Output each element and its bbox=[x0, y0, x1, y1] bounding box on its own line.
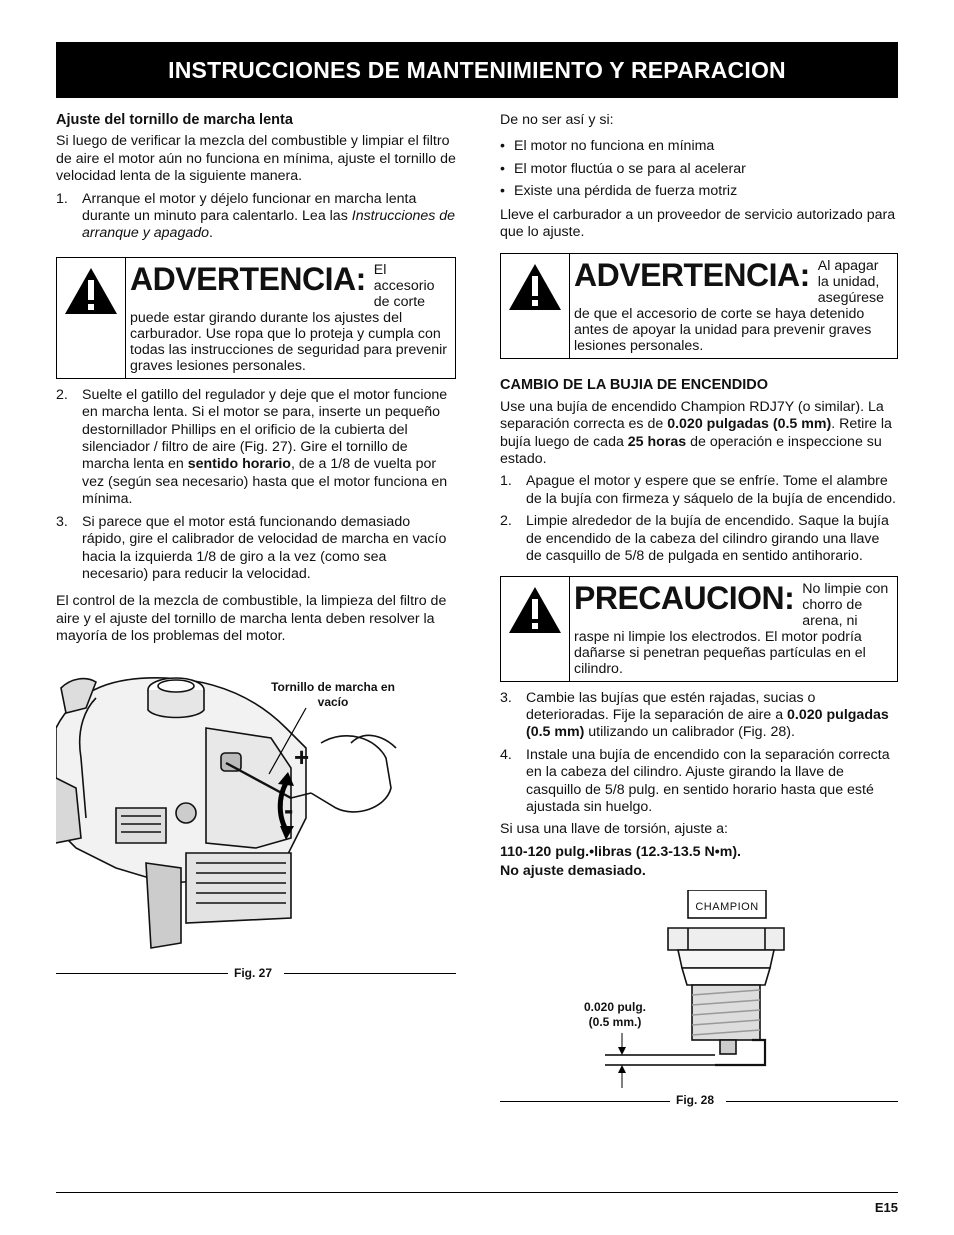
page-number: E15 bbox=[874, 1200, 898, 1215]
section-header bbox=[56, 42, 898, 98]
manual-reference: Instrucciones de arranque y apagado bbox=[82, 208, 456, 242]
idle-screw-label: Tornillo de marcha en vacío bbox=[271, 680, 395, 709]
footer-rule bbox=[56, 1192, 898, 1193]
right-column bbox=[500, 112, 898, 886]
fig27-rule-left bbox=[56, 973, 228, 974]
warning-text: El accesorio de corte puede estar girando durante los ajustes del carburador. Use ropa que lo proteja y cumpla con todas las instrucciones de seguridad para prevenir graves lesiones personales. bbox=[130, 261, 448, 374]
fig28-rule-right bbox=[726, 1101, 898, 1102]
minus-sign: - bbox=[284, 794, 294, 825]
engine-drawing bbox=[56, 668, 456, 958]
idle-adjust-heading: Ajuste del tornillo de marcha lenta bbox=[56, 112, 293, 128]
warning-box-cutting bbox=[56, 257, 456, 379]
spark-step-1: 1. Apague el motor y espere que se enfríe. Tome el alambre de la bujía con firmeza y sáquelo de la bujía de encendido. bbox=[500, 473, 896, 507]
conditions-intro: De no ser así y si: bbox=[500, 112, 614, 128]
spark-plug-intro: Use una bujía de encendido Champion RDJ7Y (o similar). La separación correcta es de 0.020 pulgadas (0.5 mm). Retire la bujía luego de cada 25 horas de operación e inspeccione su estado. bbox=[500, 398, 892, 468]
step-number: 2. bbox=[56, 386, 68, 403]
left-column bbox=[56, 112, 456, 651]
fig28-rule-left bbox=[500, 1101, 670, 1102]
warning-title: ADVERTENCIA: bbox=[130, 260, 366, 297]
torque-intro: Si usa una llave de torsión, ajuste a: bbox=[500, 821, 728, 838]
plus-sign: + bbox=[294, 742, 310, 772]
spark-step-3: 3. Cambie las bujías que estén rajadas, sucias o deterioradas. Fije la separación de aire a 0.020 pulgadas (0.5 mm) utilizando un calibrador (Fig. 28). bbox=[500, 689, 889, 741]
fig28-caption: Fig. 28 bbox=[676, 1093, 715, 1107]
step-3: 3. Si parece que el motor está funcionando demasiado rápido, gire el calibrador de velocidad de marcha en vacío hacia la izquierda 1/8 de giro a la vez (como sea necesario) para reducir la velocidad. bbox=[56, 513, 447, 582]
gap-label: 0.020 pulg. (0.5 mm.) bbox=[583, 1000, 647, 1029]
caution-text: No limpie con chorro de arena, ni raspe ni limpie los electrodos. El motor podría dañarse si penetran pequeñas partículas en el cilindro. bbox=[574, 580, 889, 677]
warning-triangle-icon bbox=[501, 254, 570, 358]
idle-closing: El control de la mezcla de combustible, la limpieza del filtro de aire y el ajuste del tornillo de marcha lenta deben resolver la mayoría de los problemas del motor. bbox=[56, 593, 447, 645]
spark-step-4: 4. Instale una bujía de encendido con la separación correcta en la cabeza del cilindro. Ajuste girando la llave de casquillo de 5/8 pulg. en sentido horario hasta que esté ajustada sin huelgo. bbox=[500, 746, 890, 815]
warning-triangle-icon bbox=[57, 258, 126, 378]
torque-value: 110-120 pulg.•libras (12.3-13.5 N•m). bbox=[500, 843, 741, 860]
warning-title: ADVERTENCIA: bbox=[574, 257, 810, 294]
caution-title: PRECAUCION: bbox=[574, 579, 795, 616]
bullet-item: • Existe una pérdida de fuerza motriz bbox=[500, 183, 738, 200]
step-number: 1. bbox=[56, 190, 68, 207]
spark-plug-brand: CHAMPION bbox=[695, 901, 759, 913]
caution-box bbox=[500, 576, 898, 682]
warning-box-shutdown bbox=[500, 253, 898, 359]
section-title: INSTRUCCIONES DE MANTENIMIENTO Y REPARACION bbox=[168, 56, 786, 83]
bullet-item: • El motor fluctúa o se para al acelerar bbox=[500, 160, 746, 177]
fig27-rule-right bbox=[284, 973, 456, 974]
step-number: 3. bbox=[56, 513, 68, 530]
step-1: 1. Arranque el motor y déjelo funcionar en marcha lenta durante un minuto para calentarlo. Lea las Instrucciones de arranque y apagado. bbox=[56, 190, 456, 242]
torque-warning: No ajuste demasiado. bbox=[500, 863, 646, 880]
bullet-item: • El motor no funciona en mínima bbox=[500, 138, 715, 155]
spark-plug-heading: CAMBIO DE LA BUJIA DE ENCENDIDO bbox=[500, 377, 768, 394]
fig27-caption: Fig. 27 bbox=[234, 966, 273, 980]
spark-step-2: 2. Limpie alrededor de la bujía de encendido. Saque la bujía de encendido de la cabeza del cilindro girando una llave de casquillo de 5/8 de pulgada en sentido antihorario. bbox=[500, 513, 889, 565]
warning-text: Al apagar la unidad, asegúrese de que el accesorio de corte se haya detenido antes de apoyar la unidad para prevenir graves lesiones personales. bbox=[574, 258, 885, 355]
figure-28-spark-plug bbox=[570, 890, 800, 1090]
spark-plug-drawing bbox=[570, 890, 800, 1090]
idle-intro: Si luego de verificar la mezcla del combustible y limpiar el filtro de aire el motor aún no funciona en mínima, ajuste el tornillo de velocidad lenta de la siguiente manera. bbox=[56, 133, 456, 185]
warning-triangle-icon bbox=[501, 577, 570, 681]
carburetor-service-text: Lleve el carburador a un proveedor de servicio autorizado para que lo ajuste. bbox=[500, 206, 896, 241]
step-2: 2. Suelte el gatillo del regulador y deje que el motor funcione en marcha lenta. Si el motor se para, inserte un pequeño destornillador Phillips en el orificio de la cubierta del silenciador / filtro de aire (Fig. 27). Gire el tornillo de marcha lenta en sentido horario, de a 1/8 de vuelta por vez (según sea necesario) hasta que el motor funciona en mínima. bbox=[56, 386, 448, 508]
figure-27-engine-illustration bbox=[56, 668, 456, 958]
